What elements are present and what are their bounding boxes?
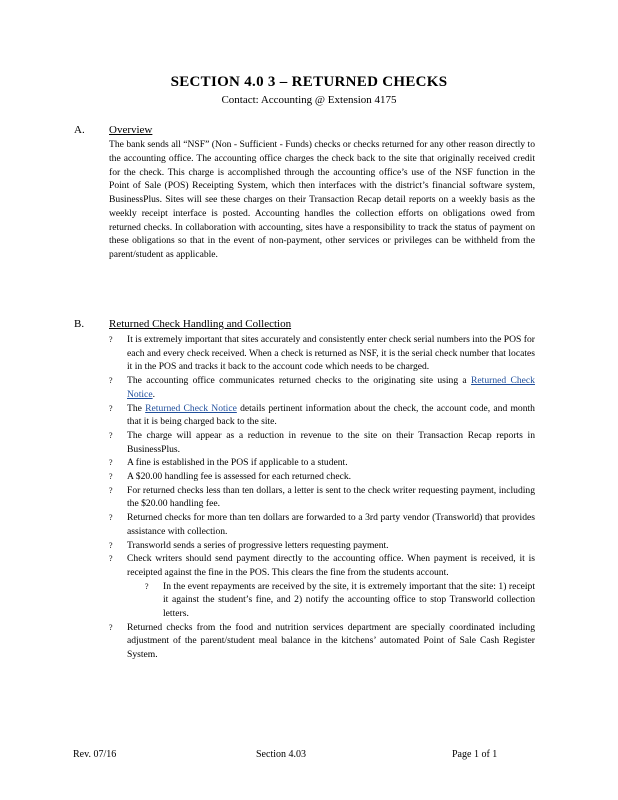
bullet-marker: ? [109,472,113,482]
footer-page-number: Page 1 of 1 [452,749,498,760]
list-item [109,552,535,579]
list-item [109,484,535,511]
footer-revision: Rev. 07/16 [73,749,117,760]
returned-check-notice-link[interactable]: Returned Check Notice [145,402,237,414]
list-item-text: A fine is established in the POS if applicable to a student. [127,457,348,469]
bullet-marker: ? [109,403,113,413]
list-item-text-after: . [152,388,155,400]
list-item-text: The charge will appear as a reduction in revenue to the site on their Transaction Recap reports in BusinessPlus. [127,429,535,455]
sub-list-item [109,580,535,621]
list-item-text: Transworld sends a series of progressive letters requesting payment. [127,539,389,551]
list-item-text-after: details pertinent information about the check, the account code, and month that it is being charged back to the site. [127,402,535,428]
list-item [109,621,535,662]
returned-check-notice-link[interactable]: Returned Check Notice [127,375,535,400]
list-item-text: It is extremely important that sites accurately and consistently enter check serial numbers into the POS for each and every check received. When a check is returned as NSF, it is the serial check number that locates it in the POS and tracks it back to the account code which needs to be charged. [127,334,535,373]
bullet-marker: ? [109,622,113,632]
bullet-marker: ? [109,485,113,495]
section-a-heading: Overview [109,124,153,136]
list-item-text: The accounting office communicates returned checks to the originating site using a [127,375,471,387]
section-a-letter: A. [74,124,85,136]
list-item-text: For returned checks less than ten dollars, a letter is sent to the check writer requesting payment, including the $20.00 handling fee. [127,484,535,510]
bullet-marker: ? [109,335,113,344]
contact-line: Contact: Accounting @ Extension 4175 [221,94,397,106]
list-item [109,333,535,374]
list-item-text: Check writers should send payment directly to the accounting office. When payment is received, it is receipted against the fine in the POS. This clears the fine from the students account. [127,553,535,578]
bullet-marker: ? [145,581,149,591]
list-item-text: A $20.00 handling fee is assessed for each returned check. [127,471,352,483]
returned-check-list [109,333,535,662]
bullet-marker: ? [109,376,113,386]
page-title: SECTION 4.0 3 – RETURNED CHECKS [170,74,448,90]
section-b-heading: Returned Check Handling and Collection [109,318,292,330]
bullet-marker: ? [109,458,113,468]
list-item [109,374,535,401]
list-item [109,456,535,470]
bullet-marker: ? [109,430,113,440]
bullet-marker: ? [109,513,113,523]
footer-section: Section 4.03 [256,749,306,760]
list-item [109,429,535,456]
list-item-text: Returned checks for more than ten dollars are forwarded to a 3rd party vendor (Transworld) that provides assistance with collection. [127,512,535,537]
overview-paragraph: The bank sends all “NSF” (Non - Sufficient - Funds) checks or checks returned for any other reason directly to the accounting office. The accounting office charges the check back to the site that originally received credit for the check. This charge is accomplished through the accounting office’s use of the NSF function in the Point of Sale (POS) Receipting System, which then interfaces with the district’s financial software system, BusinessPlus. Sites will see these charges on their Transaction Recap detail reports on a weekly basis as the weekly receipt interface is posted. Accounting handles the collection efforts on obligations owed from returned checks. In collaboration with accounting, sites have a responsibility to track the status of payment on these obligations so that in the event of non-payment, other services or privileges can be withheld from the parent/student as applicable. [109,139,535,260]
list-item [109,470,535,484]
list-item [109,511,535,538]
list-item-text: Returned checks from the food and nutrition services department are specially coordinated including adjustment of the parent/student meal balance in the kitchens’ automated Point of Sale Cash Register System. [127,621,535,661]
list-item [109,402,535,429]
list-item [109,539,535,553]
section-b-letter: B. [74,318,85,330]
bullet-marker: ? [109,540,113,550]
bullet-marker: ? [109,554,113,564]
list-item-text: In the event repayments are received by the site, it is extremely important that the site: 1) receipt it against the student’s fine, and 2) notify the accounting office to stop Transworld collection letters. [163,580,535,620]
list-item-text: The [127,402,146,414]
